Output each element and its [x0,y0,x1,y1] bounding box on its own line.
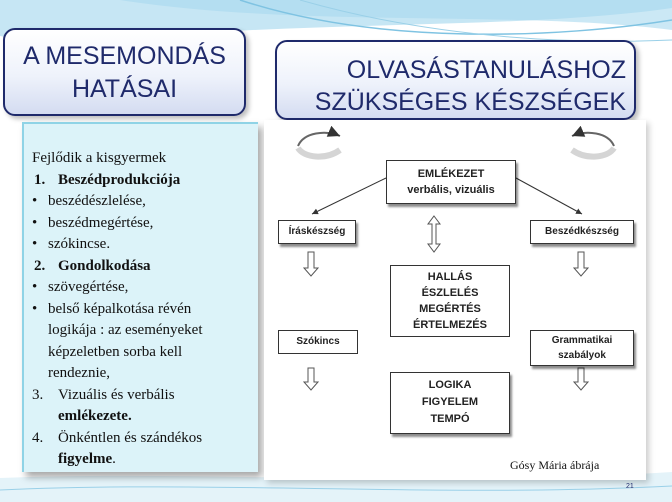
title-right-box [275,40,636,120]
list-item-4-line2: figyelme. [58,451,116,467]
down-arrow-icon [304,368,318,390]
bullet-icon: • [32,193,38,209]
title-left-box [3,28,246,116]
arrow-memory-to-speech [516,178,582,214]
bullet-icon: • [32,236,38,252]
down-arrow-icon [574,252,588,276]
vocabulary-box: Szókincs [278,330,358,354]
title-right-line2: SZÜKSÉGES KÉSZSÉGEK [314,88,626,116]
figure-credit: Gósy Mária ábrája [510,458,600,472]
title-left-line1: A MESEMONDÁS [23,42,226,70]
title-right-line1: OLVASÁSTANULÁSHOZ [346,56,626,84]
list-item: • belső képalkotása révén [32,299,254,321]
down-arrow-icon [574,368,588,390]
curved-arrow-left-icon [298,133,340,146]
list-item: • szókincse. [32,234,254,256]
content-text-box [22,122,258,472]
grammar-box: Grammatikai szabályok [530,330,634,366]
writing-box: Íráskészség [278,220,356,244]
down-arrow-icon [304,252,318,276]
list-number-4: 4. [32,429,44,446]
list-item-3-bold: emlékezete. [58,408,132,424]
list-item: • szövegértése, [32,277,254,299]
bullet-icon: • [32,300,38,317]
skills-diagram [264,120,646,480]
list-item: • beszédmegértése, [32,213,254,235]
list-item-2-title: Gondolkodása [58,257,151,274]
arrow-memory-to-writing [312,178,386,214]
memory-box: EMLÉKEZET verbális, vizuális [386,160,516,204]
list-item-continuation: képzeletben sorba kell [48,343,183,360]
double-arrow-icon [428,216,440,252]
list-item-continuation: rendeznie, [48,365,111,381]
perception-box: HALLÁS ÉSZLELÉS MEGÉRTÉS ÉRTELMEZÉS [390,265,510,337]
list-item-2 [32,256,254,278]
list-number-1: 1. [34,171,46,188]
list-item-3: 3. Vizuális és verbális [32,385,254,407]
list-item: • beszédészlelése, [32,191,254,213]
curved-arrow-right-icon [572,133,614,146]
page-number: 21 [626,483,634,490]
speech-box: Beszédkészség [530,220,634,244]
list-item-1 [32,170,254,192]
list-number-3: 3. [32,386,44,403]
bullet-icon: • [32,214,38,231]
bullet-icon: • [32,279,38,295]
logic-box: LOGIKA FIGYELEM TEMPÓ [390,372,510,434]
list-number-2: 2. [34,257,46,274]
intro-text: Fejlődik a kisgyermek [32,150,167,166]
list-item-4: 4. Önkéntlen és szándékos [32,428,254,450]
list-item-1-title: Beszédprodukciója [58,171,181,188]
title-left-line2: HATÁSAI [71,75,178,103]
list-item-continuation: logikája : az eseményeket [48,322,203,338]
